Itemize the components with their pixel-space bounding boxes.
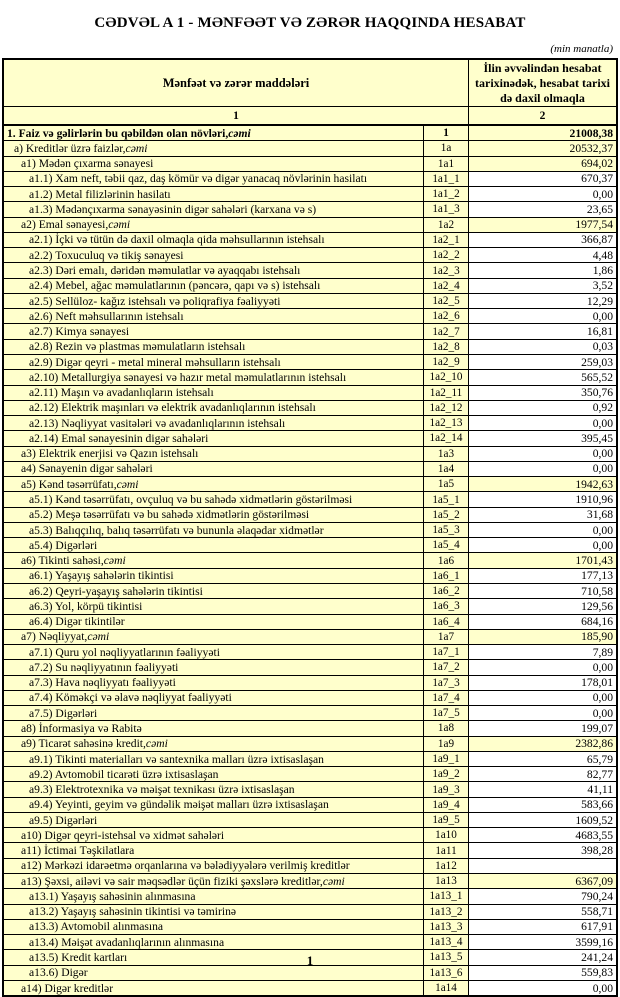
row-label: a6.3) Yol, körpü tikintisi [29,599,143,613]
row-code: 1a2_5 [423,294,468,308]
row-label: a2.3) Dəri emalı, dəridən məmulatlar və ayaqqabı istehsalı [29,264,301,278]
table-row [4,385,616,400]
table-row [4,156,616,171]
row-label: a2.9) Digər qeyri - metal mineral məhsulların istehsalı [29,355,281,369]
row-label: a9) Ticarət sahəsinə kredit, cəmi [21,737,168,751]
table-row [4,171,616,186]
row-label: 1. Faiz və gəlirlərin bu qəbildən olan növləri, cəmi [7,126,251,140]
row-value: 41,11 [468,782,616,796]
table-row [4,965,616,980]
row-value: 0,92 [468,401,616,415]
row-label: a9.5) Digərləri [29,813,98,827]
row-label: a2.8) Rezin və plastmas məmulatların istehsalı [29,340,246,354]
row-value: 694,02 [468,157,616,171]
row-value: 65,79 [468,752,616,766]
table-row [4,797,616,812]
row-code: 1a2_3 [423,263,468,277]
value-column-number: 2 [468,107,616,124]
row-value: 7,89 [468,645,616,659]
table-row [4,247,616,262]
row-label: a2.12) Elektrik maşınları və elektrik avadanlıqlarının istehsalı [29,401,316,415]
row-label: a4) Sənayenin digər sahələri [21,462,153,476]
table-row [4,842,616,857]
row-code: 1a13_2 [423,905,468,919]
table-row [4,629,616,644]
table-row [4,980,616,995]
row-label: a7.3) Hava nəqliyyatı fəaliyyəti [29,676,176,690]
table-row [4,339,616,354]
table-row [4,262,616,277]
table-row [4,888,616,903]
row-code: 1a13_3 [423,920,468,934]
row-code: 1a1_2 [423,187,468,201]
table-row [4,415,616,430]
row-value: 23,65 [468,202,616,216]
row-code: 1a5 [423,477,468,491]
row-code: 1a2_7 [423,324,468,338]
row-code: 1a2_12 [423,401,468,415]
table-row [4,598,616,613]
row-value: 21008,38 [468,126,616,140]
row-label: a9.4) Yeyinti, geyim və gündəlik məişət malları üzrə ixtisaslaşan [29,798,329,812]
row-code: 1 [423,126,468,140]
row-value: 559,83 [468,966,616,980]
row-code: 1a7_1 [423,645,468,659]
table-row [4,186,616,201]
row-value: 583,66 [468,798,616,812]
table-header [4,60,616,107]
table-row [4,675,616,690]
table-row [4,507,616,522]
row-value: 0,00 [468,706,616,720]
row-code: 1a13_5 [423,950,468,964]
table-row [4,232,616,247]
row-value: 710,58 [468,584,616,598]
row-label: a2.4) Mebel, ağac məmulatlarının (pəncərə, qapı və s) istehsalı [29,279,321,293]
row-value: 0,00 [468,462,616,476]
row-value: 366,87 [468,233,616,247]
row-code: 1a9_5 [423,813,468,827]
row-label: a8) İnformasiya və Rabitə [21,721,142,735]
row-code: 1a2_11 [423,386,468,400]
row-label: a6.4) Digər tikintilər [29,615,125,629]
row-code: 1a9_4 [423,798,468,812]
row-value: 178,01 [468,676,616,690]
table-row [4,293,616,308]
page-number: 1 [306,953,314,968]
row-code: 1a6_3 [423,599,468,613]
table-row [4,751,616,766]
row-code: 1a6 [423,553,468,567]
row-label: a2.5) Sellüloz- kağız istehsalı və poliqrafiya fəaliyyəti [29,294,281,308]
row-label: a9.3) Elektrotexnika və məişət texnikası üzrə ixtisaslaşan [29,783,295,797]
row-label: a6.2) Qeyri-yaşayış sahələrin tikintisi [29,584,203,598]
row-value: 177,13 [468,569,616,583]
row-value: 395,45 [468,431,616,445]
row-code: 1a9_2 [423,767,468,781]
row-label: a6.1) Yaşayış sahələrin tikintisi [29,569,174,583]
row-code: 1a7_3 [423,676,468,690]
row-label: a13.6) Digər [29,966,88,980]
row-value: 0,00 [468,660,616,674]
table-row [4,904,616,919]
table-row [4,659,616,674]
row-label: a5.1) Kənd təsərrüfatı, ovçuluq və bu sahədə xidmətlərin göstərilməsi [29,493,353,506]
row-code: 1a9_1 [423,752,468,766]
table-row [4,308,616,323]
row-value: 350,76 [468,386,616,400]
row-label: a13) Şəxsi, ailəvi və sair məqsədlər üçün fiziki şəxslərə kreditlər, cəmi [21,874,345,888]
page-title: CƏDVƏL A 1 - MƏNFƏƏT VƏ ZƏRƏR HAQQINDA HESABAT [94,15,526,31]
row-value: 31,68 [468,508,616,522]
row-value: 0,00 [468,447,616,461]
row-code: 1a6_4 [423,615,468,629]
row-value: 565,52 [468,370,616,384]
row-code: 1a6_1 [423,569,468,583]
row-value: 4683,55 [468,828,616,842]
unit-note: (min manatla) [550,43,613,55]
row-code: 1a14 [423,981,468,995]
table-row [4,812,616,827]
row-label: a13.3) Avtomobil alınmasına [29,920,164,934]
row-value: 670,37 [468,172,616,186]
row-code: 1a13 [423,874,468,888]
row-label: a12) Mərkəzi idarəetmə orqanlarına və bələdiyyələrə verilmiş kreditlər [21,859,350,873]
row-code: 1a9 [423,737,468,751]
row-label: a7) Nəqliyyat, cəmi [21,630,110,644]
table-row [4,476,616,491]
row-code: 1a13_4 [423,935,468,949]
row-code: 1a7_4 [423,691,468,705]
row-value: 0,00 [468,309,616,323]
row-code: 1a [423,141,468,155]
row-code: 1a2 [423,218,468,232]
row-value: 1,86 [468,263,616,277]
row-value: 1701,43 [468,553,616,567]
header-value-label: İlin əvvəlindən hesabat tarixinədək, hesabat tarixi də daxil olmaqla [468,60,616,106]
row-label: a13.5) Kredit kartları [29,950,128,964]
row-value: 199,07 [468,721,616,735]
row-value: 558,71 [468,905,616,919]
table-row [4,858,616,873]
row-value: 129,56 [468,599,616,613]
table-row [4,736,616,751]
row-label: a1.1) Xam neft, təbii qaz, daş kömür və digər yanacaq növlərinin hasilatı [29,172,368,186]
row-label: a7.5) Digərləri [29,706,98,720]
row-label: a2.6) Neft məhsullarının istehsalı [29,309,184,323]
profit-loss-table [2,58,618,997]
row-label: a9.2) Avtomobil ticarəti üzrə ixtisaslaşan [29,767,219,781]
row-code: 1a4 [423,462,468,476]
row-value: 398,28 [468,843,616,857]
table-row [4,126,616,140]
row-label: a2.14) Emal sənayesinin digər sahələri [29,431,209,445]
row-code: 1a7 [423,630,468,644]
row-label: a2.11) Maşın və avadanlıqların istehsalı [29,386,214,400]
row-value: 0,00 [468,187,616,201]
table-row [4,705,616,720]
table-row [4,919,616,934]
table-row [4,537,616,552]
table-row [4,323,616,338]
row-label: a2.10) Metallurgiya sənayesi və hazır metal məmulatlarının istehsalı [29,370,347,384]
row-value: 0,00 [468,981,616,995]
table-row [4,552,616,567]
row-label: a7.2) Su nəqliyyatının fəaliyyəti [29,660,179,674]
row-value: 617,91 [468,920,616,934]
row-code: 1a13_6 [423,966,468,980]
row-value: 6367,09 [468,874,616,888]
row-value: 185,90 [468,630,616,644]
row-code: 1a2_1 [423,233,468,247]
row-code: 1a13_1 [423,889,468,903]
row-label: a7.1) Quru yol nəqliyyatlarının fəaliyyəti [29,645,220,659]
row-code: 1a12 [423,859,468,873]
row-label: a6) Tikinti sahəsi, cəmi [21,554,126,568]
row-value: 259,03 [468,355,616,369]
row-code: 1a5_1 [423,492,468,506]
row-value: 2382,86 [468,737,616,751]
row-value: 241,24 [468,950,616,964]
table-row [4,430,616,445]
table-row [4,217,616,232]
table-row [4,873,616,888]
table-row [4,644,616,659]
row-label: a1) Mədən çıxarma sənayesi [21,157,154,171]
table-row [4,720,616,735]
row-code: 1a5_3 [423,523,468,537]
table-row [4,614,616,629]
row-label: a2.7) Kimya sənayesi [29,325,130,339]
row-label: a1.2) Metal filizlərinin hasilatı [29,187,171,201]
table-row [4,369,616,384]
row-label: a11) İctimai Təşkilatlara [21,844,135,858]
row-value: 0,00 [468,691,616,705]
row-value: 0,00 [468,416,616,430]
row-code: 1a10 [423,828,468,842]
row-code: 1a2_13 [423,416,468,430]
row-label: a13.1) Yaşayış sahəsinin alınmasına [29,889,196,903]
table-row [4,140,616,155]
row-value: 3,52 [468,279,616,293]
row-label: a13.2) Yaşayış sahəsinin tikintisi və təmirinə [29,905,237,919]
row-label: a1.3) Mədənçıxarma sənayəsinin digər sahələri (karxana və s) [29,202,317,216]
row-code: 1a5_2 [423,508,468,522]
row-code: 1a1_1 [423,172,468,186]
row-code: 1a2_2 [423,248,468,262]
row-value: 20532,37 [468,141,616,155]
row-value: 0,00 [468,523,616,537]
table-row [4,354,616,369]
table-row [4,934,616,949]
row-label: a) Kreditlər üzrə faizlər, cəmi [14,141,148,155]
row-value: 684,16 [468,615,616,629]
row-label: a2) Emal sənayesi, cəmi [21,218,131,232]
table-header-numbers [4,107,616,126]
table-row [4,491,616,506]
row-label: a5.3) Balıqçılıq, balıq təsərrüfatı və bununla əlaqədar xidmətlər [29,523,324,537]
row-label: a3) Elektrik enerjisi və Qazın istehsalı [21,447,199,461]
table-body [4,126,616,995]
table-row [4,461,616,476]
items-column-number: 1 [233,109,239,122]
row-code: 1a9_3 [423,782,468,796]
row-label: a13.4) Məişət avadanlıqlarının alınmasına [29,935,225,949]
row-label: a5) Kənd təsərrüfatı, cəmi [21,477,139,491]
table-row [4,201,616,216]
row-code: 1a2_14 [423,431,468,445]
table-row [4,446,616,461]
row-label: a2.13) Nəqliyyat vasitələri və avadanlıqlarının istehsalı [29,416,286,430]
row-code: 1a1_3 [423,202,468,216]
table-row [4,583,616,598]
row-value: 3599,16 [468,935,616,949]
table-row [4,949,616,964]
table-row [4,522,616,537]
table-row [4,781,616,796]
row-value: 1942,63 [468,477,616,491]
row-label: a14) Digər kreditlər [21,981,114,995]
row-code: 1a7_5 [423,706,468,720]
row-value: 0,03 [468,340,616,354]
row-value: 1910,96 [468,492,616,506]
row-code: 1a8 [423,721,468,735]
header-items-label: Mənfəət və zərər maddələri [162,75,310,90]
row-value [468,859,616,873]
row-code: 1a2_4 [423,279,468,293]
row-label: a9.1) Tikinti materialları və santexnika malları üzrə ixtisaslaşan [29,752,324,766]
row-code: 1a2_6 [423,309,468,323]
row-code: 1a5_4 [423,538,468,552]
row-value: 1977,54 [468,218,616,232]
table-row [4,278,616,293]
row-code: 1a6_2 [423,584,468,598]
row-value: 16,81 [468,324,616,338]
table-row [4,690,616,705]
row-code: 1a11 [423,843,468,857]
row-value: 1609,52 [468,813,616,827]
row-label: a10) Digər qeyri-istehsal və xidmət sahələri [21,828,225,842]
table-row [4,766,616,781]
row-label: a5.4) Digərləri [29,538,98,552]
table-row [4,568,616,583]
row-code: 1a7_2 [423,660,468,674]
row-label: a7.4) Köməkçi və əlavə nəqliyyat fəaliyyəti [29,691,232,705]
table-row [4,827,616,842]
row-label: a2.2) Toxuculuq və tikiş sənayesi [29,248,184,262]
row-value: 4,48 [468,248,616,262]
row-code: 1a2_10 [423,370,468,384]
row-value: 12,29 [468,294,616,308]
row-value: 0,00 [468,538,616,552]
row-code: 1a2_9 [423,355,468,369]
row-code: 1a3 [423,447,468,461]
table-row [4,400,616,415]
row-label: a5.2) Meşə təsərrüfatı və bu sahədə xidmətlərin göstərilməsi [29,508,310,522]
row-code: 1a2_8 [423,340,468,354]
row-value: 82,77 [468,767,616,781]
row-code: 1a1 [423,157,468,171]
row-label: a2.1) İçki və tütün də daxil olmaqla qida məhsullarının istehsalı [29,233,325,247]
row-value: 790,24 [468,889,616,903]
